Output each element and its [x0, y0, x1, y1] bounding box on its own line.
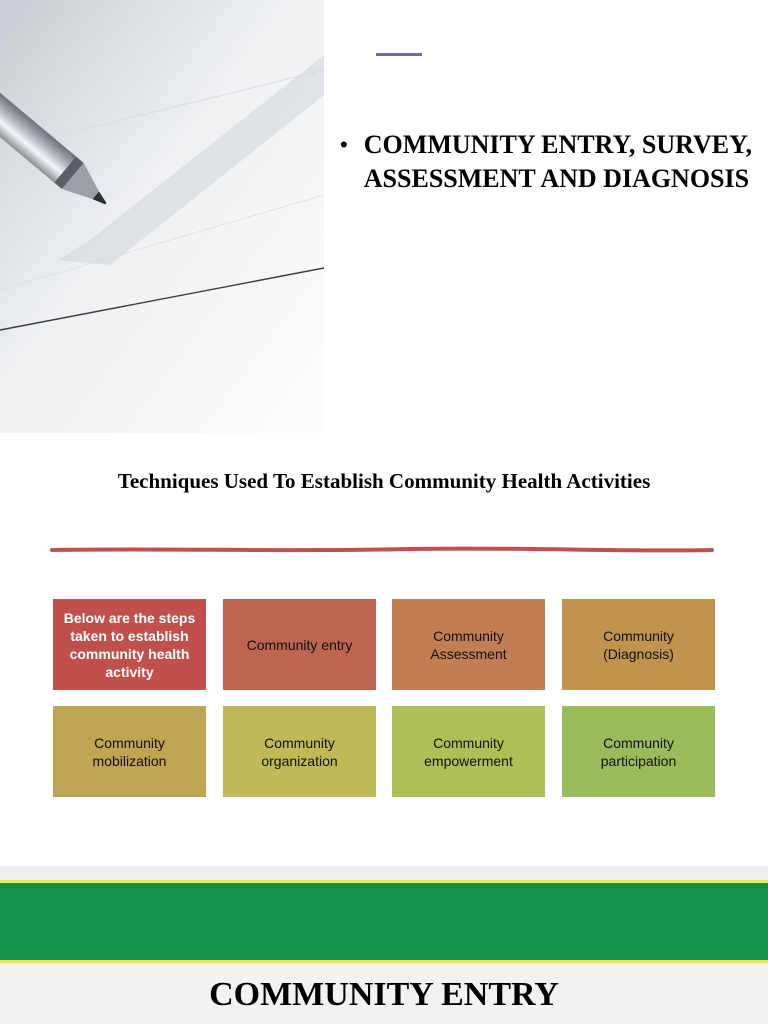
tile-community-empowerment: Community empowerment	[392, 706, 545, 797]
pen-illustration	[0, 0, 324, 433]
tile-community-assessment: Community Assessment	[392, 599, 545, 690]
tile-community-diagnosis: Community (Diagnosis)	[562, 599, 715, 690]
tile-community-organization: Community organization	[223, 706, 376, 797]
slide-divider	[0, 866, 768, 880]
slide-title: COMMUNITY ENTRY	[209, 976, 559, 1013]
slide-1	[0, 0, 768, 433]
bullet-item	[340, 128, 760, 196]
slide-3	[0, 880, 768, 1024]
green-header-band	[0, 883, 768, 960]
steps-grid	[53, 599, 715, 797]
slide-2	[0, 433, 768, 866]
tile-community-participation: Community participation	[562, 706, 715, 797]
bullet-text: COMMUNITY ENTRY, SURVEY, ASSESSMENT AND DIAGNOSIS	[363, 130, 753, 193]
slide-title: Techniques Used To Establish Community Health Activities	[117, 469, 651, 493]
pen-on-paper-photo	[0, 0, 324, 433]
title-underline	[50, 545, 714, 555]
tile-community-entry: Community entry	[223, 599, 376, 690]
bullet-icon: •	[340, 132, 348, 157]
band-bottom-stripe	[0, 960, 768, 963]
tile-community-mobilization: Community mobilization	[53, 706, 206, 797]
tile-intro: Below are the steps taken to establish community health activity	[53, 599, 206, 690]
accent-dash	[376, 53, 422, 56]
